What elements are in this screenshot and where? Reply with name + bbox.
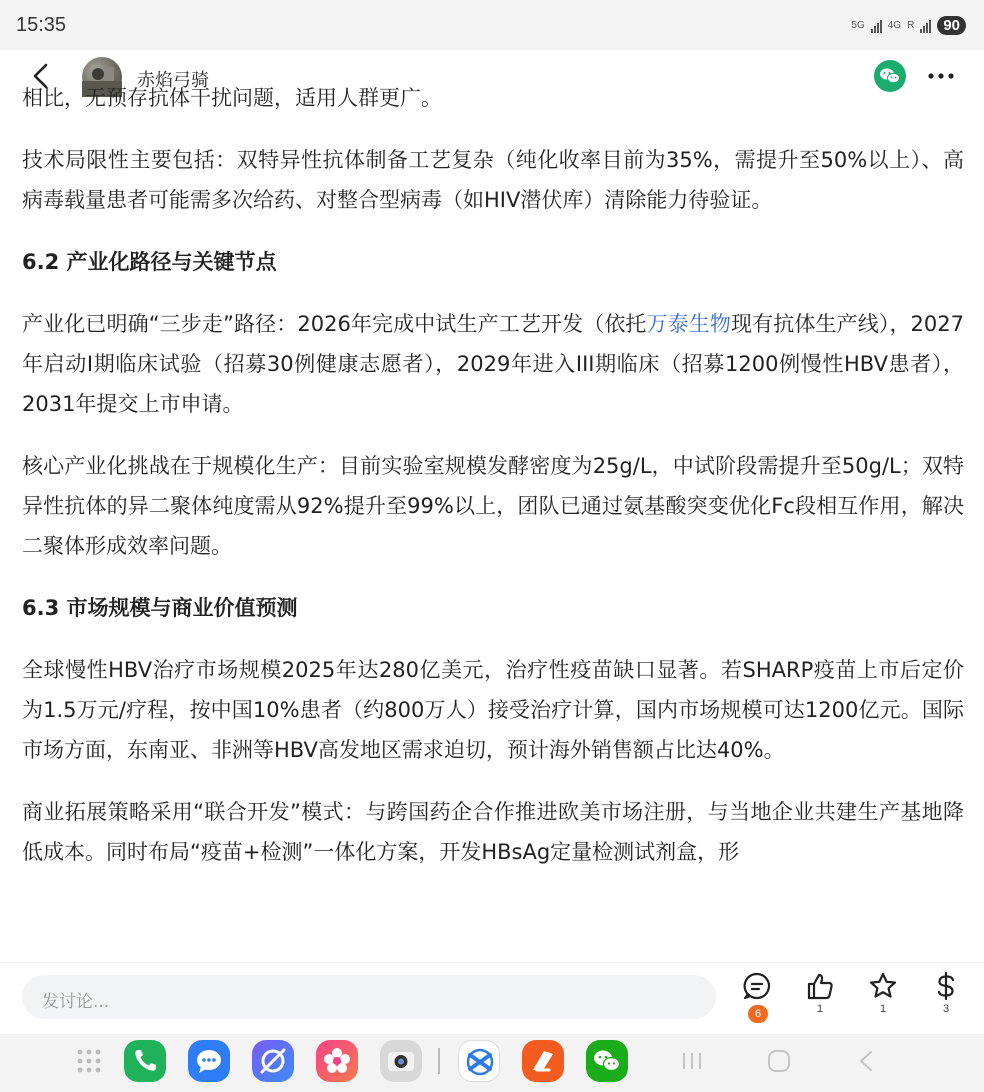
author-name[interactable]: 赤焰弓骑: [137, 70, 209, 91]
camera-app[interactable]: [380, 1040, 422, 1082]
likes-count: 1: [816, 1003, 824, 1015]
comment-icon: [742, 971, 772, 1001]
tips-count: 3: [942, 1003, 950, 1015]
wechat-app[interactable]: [586, 1040, 628, 1082]
phone-app[interactable]: [124, 1040, 166, 1082]
signal-icon: [871, 19, 882, 33]
comments-button[interactable]: [732, 971, 782, 1031]
gallery-app[interactable]: [316, 1040, 358, 1082]
battery-indicator: 90: [937, 16, 966, 35]
text-span: 产业化已明确“三步走”路径：2026年完成中试生产工艺开发（依托: [22, 312, 647, 336]
paragraph-industrialization: [22, 304, 964, 424]
paragraph-market: 全球慢性HBV治疗市场规模2025年达280亿美元，治疗性疫苗缺口显著。若SHARP疫苗上市后定价为1.5万元/疗程，按中国10%患者（约800万人）接受治疗计算，国内市场规模可达1200亿元。国际市场方面，东南亚、非洲等HBV高发地区需求迫切，预计海外销售额占比达40%。: [22, 658, 964, 762]
browser-app[interactable]: [252, 1040, 294, 1082]
comment-input[interactable]: [22, 975, 716, 1019]
article-content: [22, 78, 964, 894]
camera-icon: [380, 1040, 422, 1082]
back-icon: [854, 1048, 878, 1074]
messages-app[interactable]: [188, 1040, 230, 1082]
network-5g-label: 5G: [851, 20, 865, 31]
comment-placeholder: 发讨论...: [42, 992, 110, 1012]
tip-button[interactable]: [921, 971, 971, 1031]
app-drawer-icon: [76, 1048, 102, 1074]
status-time: 15:35: [16, 14, 67, 36]
paragraph-strategy: 商业拓展策略采用“联合开发”模式：与跨国药企合作推进欧美市场注册，与当地企业共建生产基地降低成本。同时布局“疫苗+检测”一体化方案，开发HBsAg定量检测试剂盒，形: [22, 800, 964, 864]
text-span: 现有抗体生产线），2027年启动I期临床试验（招募30例健康志愿者），2029年进入III期临床（招募1200例慢性HBV患者），2031年提交上市申请。: [22, 312, 964, 416]
paragraph-limitations: 技术局限性主要包括：双特异性抗体制备工艺复杂（纯化收率目前为35%，需提升至50%以上）、高病毒载量患者可能需多次给药、对整合型病毒（如HIV潜伏库）清除能力待验证。: [22, 148, 964, 212]
app-icon: [459, 1041, 501, 1083]
comment-bar: [0, 962, 984, 1034]
section-heading-6-3: 6.3 市场规模与商业价值预测: [22, 596, 298, 620]
wechat-icon: [586, 1040, 628, 1082]
article-body: [22, 86, 964, 962]
comments-count-badge: 6: [748, 1005, 768, 1023]
status-bar: [0, 0, 984, 50]
network-4g-label: 4G: [887, 20, 902, 31]
thumbs-up-icon: [805, 971, 835, 1001]
favorites-count: 1: [879, 1003, 887, 1015]
status-indicators: [851, 16, 966, 35]
phone-icon: [124, 1040, 166, 1082]
star-icon: [868, 971, 898, 1001]
recents-button[interactable]: [680, 1050, 704, 1072]
orange-app[interactable]: [522, 1040, 564, 1082]
app-icon: [522, 1040, 564, 1082]
system-dock: [0, 1034, 984, 1092]
messages-icon: [188, 1040, 230, 1082]
gallery-icon: [316, 1040, 358, 1082]
blue-app[interactable]: [458, 1040, 500, 1082]
favorite-button[interactable]: [858, 971, 908, 1031]
roaming-label: R: [907, 20, 915, 31]
nav-back-button[interactable]: [854, 1048, 878, 1074]
signal-icon: [920, 19, 931, 33]
dock-divider: [438, 1048, 440, 1074]
home-icon: [766, 1048, 792, 1074]
browser-icon: [252, 1040, 294, 1082]
company-link[interactable]: 万泰生物: [646, 312, 732, 336]
dollar-icon: [931, 971, 961, 1001]
section-heading-6-2: 6.2 产业化路径与关键节点: [22, 250, 277, 274]
paragraph-challenges: 核心产业化挑战在于规模化生产：目前实验室规模发酵密度为25g/L，中试阶段需提升至50g/L；双特异性抗体的异二聚体纯度需从92%提升至99%以上，团队已通过氨基酸突变优化Fc段相互作用，解决二聚体形成效率问题。: [22, 454, 964, 558]
recents-icon: [680, 1050, 704, 1072]
paragraph-fragment: 相比，无预存抗体干扰问题，适用人群更广。: [22, 86, 442, 110]
app-drawer-button[interactable]: [76, 1048, 102, 1074]
like-button[interactable]: [795, 971, 845, 1031]
home-button[interactable]: [766, 1048, 792, 1074]
